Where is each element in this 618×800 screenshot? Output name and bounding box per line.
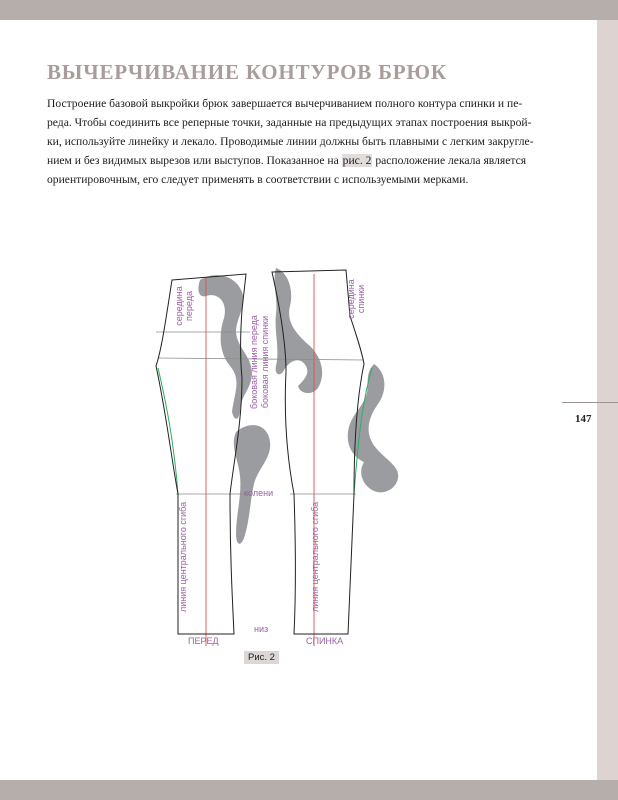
- side-strip: [597, 20, 618, 780]
- back-piece-label: СПИНКА: [306, 636, 344, 646]
- front-center-label: середина переда: [174, 286, 194, 326]
- figure-caption: Рис. 2: [244, 651, 279, 664]
- front-piece-label: ПЕРЕД: [188, 636, 219, 646]
- page-number: 147: [575, 413, 592, 425]
- trousers-pattern-figure: [150, 262, 410, 664]
- side-front-label: боковая линия переда: [249, 315, 259, 409]
- hem-label: низ: [254, 624, 269, 634]
- figure-reference-link[interactable]: рис. 2: [342, 154, 372, 167]
- french-curve-rulers: [198, 268, 398, 544]
- paragraph-line: реда. Чтобы соединить все реперные точки, заданные на предыдущих этапах построения выкрой-: [47, 116, 532, 129]
- back-crease-label: линия центрального сгиба: [310, 501, 320, 612]
- paragraph-line: Построение базовой выкройки брюк завершается вычерчиванием полного контура спинки и пе-: [47, 97, 523, 110]
- paragraph-text: расположение лекала является: [372, 154, 527, 167]
- paragraph-line: ориентировочным, его следует применять в соответствии с используемыми мерками.: [47, 173, 469, 186]
- front-crease-label: линия центрального сгиба: [178, 501, 188, 612]
- side-back-label: боковая линия спинки: [260, 315, 270, 409]
- page-number-rule: [562, 402, 618, 403]
- top-band: [0, 0, 618, 20]
- paragraph-text: нием и без видимых вырезов или выступов. Показанное на: [47, 154, 342, 167]
- page-title: ВЫЧЕРЧИВАНИЕ КОНТУРОВ БРЮК: [47, 60, 447, 84]
- body-paragraph: [47, 94, 559, 189]
- knee-label: колени: [244, 488, 274, 498]
- bottom-band: [0, 780, 618, 800]
- french-curve-ruler-3: [234, 425, 270, 544]
- french-curve-ruler-2: [275, 268, 323, 393]
- paragraph-line: ки, используйте линейку и лекало. Проводимые линии должны быть плавными с легким закругле-: [47, 135, 534, 148]
- back-center-label: середина спинки: [346, 279, 366, 319]
- paragraph-line: [47, 151, 559, 170]
